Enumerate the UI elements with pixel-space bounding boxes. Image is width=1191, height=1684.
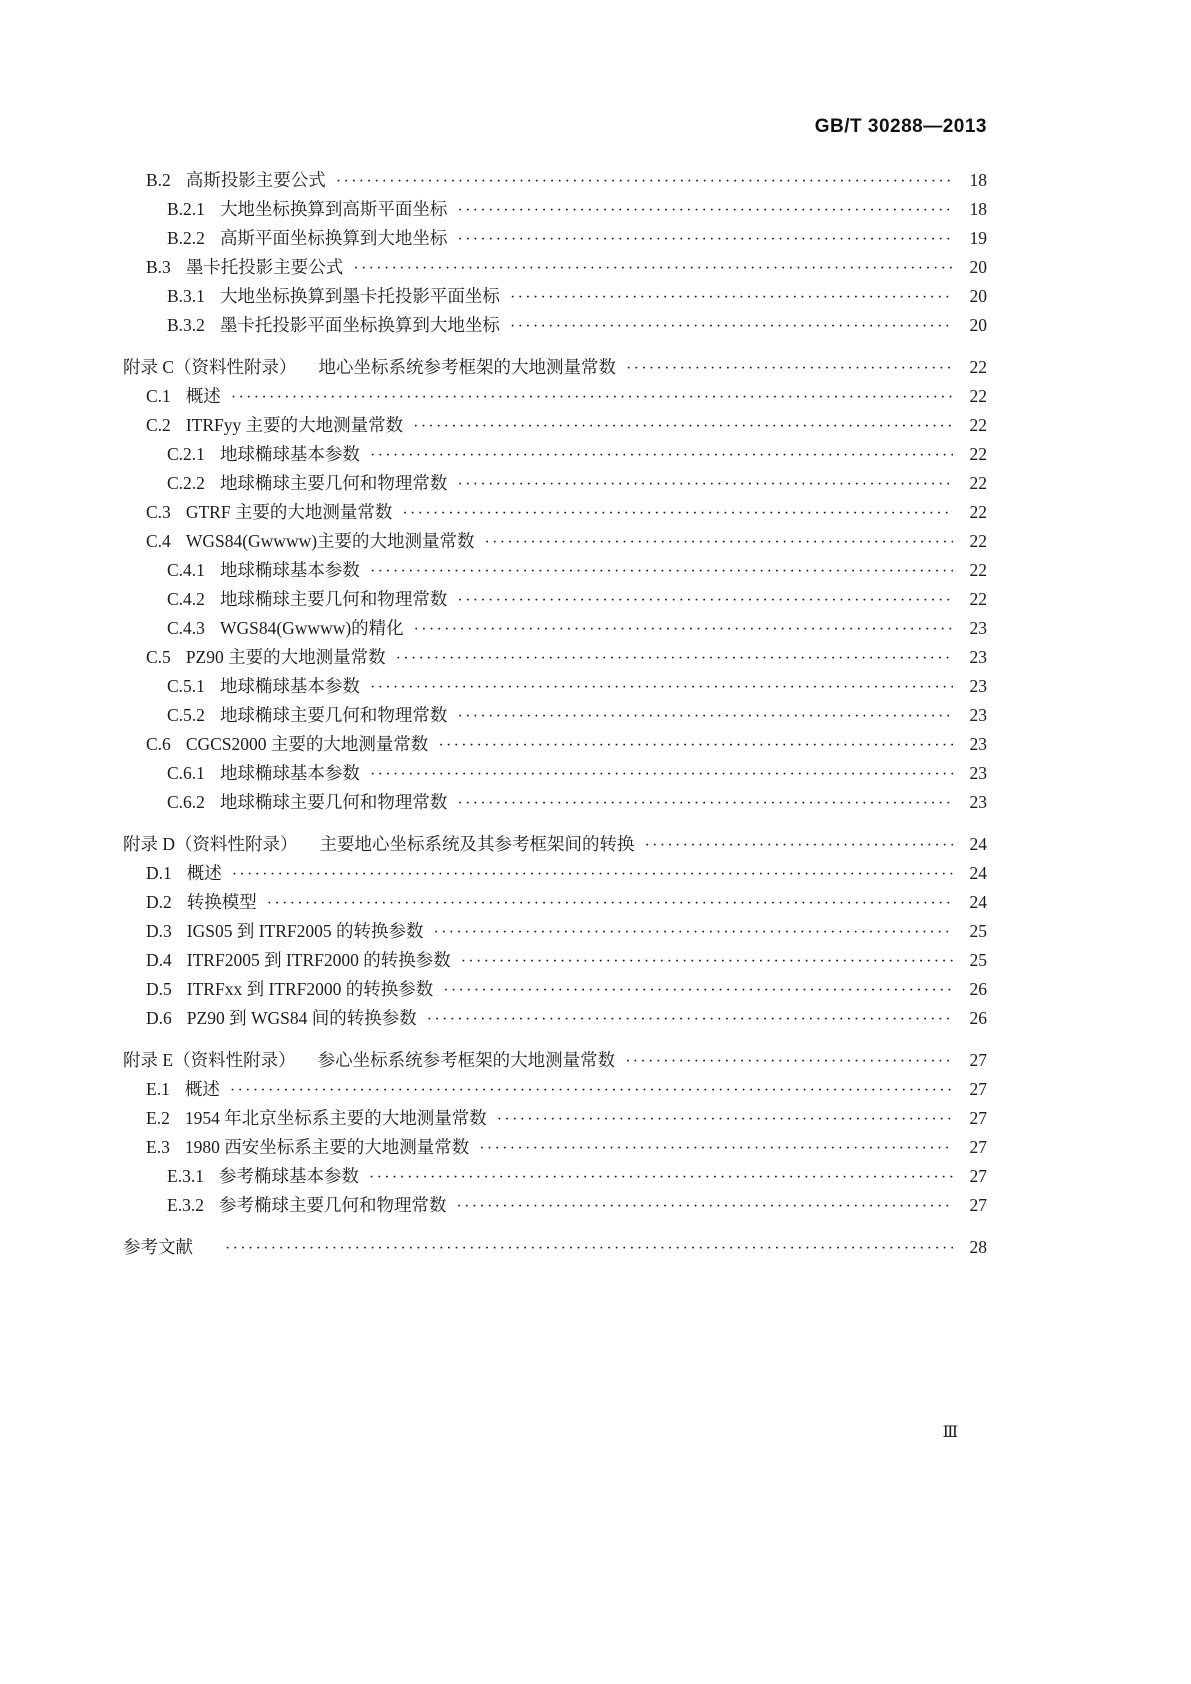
- toc-entry-title: 地球椭球基本参数: [219, 444, 360, 464]
- toc-dot-leader: [370, 759, 953, 789]
- toc-entry-title: 参考椭球基本参数: [218, 1166, 359, 1186]
- toc-entry-title: PZ90 主要的大地测量常数: [185, 647, 386, 667]
- toc-dot-leader: [230, 1075, 953, 1105]
- toc-entry: [123, 946, 987, 975]
- toc-entry-title: 墨卡托投影主要公式: [185, 257, 344, 277]
- standard-number: GB/T 30288—2013: [814, 116, 987, 137]
- toc-entry-number: E.3.1: [167, 1166, 204, 1186]
- toc-dot-leader: [369, 1162, 953, 1192]
- toc-entry-number: C.2.1: [167, 444, 205, 464]
- toc-entry: [123, 917, 987, 946]
- toc-dot-leader: [438, 730, 953, 760]
- toc-entry-page: 23: [969, 792, 987, 812]
- toc-entry-title: 地球椭球主要几何和物理常数: [219, 705, 448, 725]
- toc-entry-number: E.3.2: [167, 1195, 204, 1215]
- toc-entry-number: B.3.2: [167, 315, 205, 335]
- toc-entry-page: 18: [969, 199, 987, 219]
- toc-dot-leader: [427, 1004, 953, 1034]
- toc-entry: [123, 1004, 987, 1033]
- toc-entry-number: B.3: [146, 257, 171, 277]
- toc-entry-number: C.6: [146, 734, 171, 754]
- page-number: Ⅲ: [942, 1424, 958, 1441]
- toc-entry: [123, 643, 987, 672]
- toc-entry-number: D.1: [146, 863, 172, 883]
- toc-entry-number: D.4: [146, 950, 172, 970]
- toc-entry-page: 23: [969, 676, 987, 696]
- toc-entry: [123, 888, 987, 917]
- toc-entry-number: 附录 C（资料性附录）: [123, 357, 297, 377]
- toc-entry-number: B.2.2: [167, 228, 205, 248]
- toc-entry-number: C.6.2: [167, 792, 205, 812]
- toc-entry: [123, 353, 987, 382]
- toc-dot-leader: [414, 614, 953, 644]
- toc-entry-page: 22: [969, 444, 987, 464]
- toc-entry: [123, 830, 987, 859]
- toc-entry-page: 23: [969, 763, 987, 783]
- toc-entry-title: 转换模型: [186, 892, 257, 912]
- toc-entry-number: B.2.1: [167, 199, 205, 219]
- toc-dot-leader: [457, 224, 953, 254]
- toc-entry-title: 高斯投影主要公式: [185, 170, 326, 190]
- toc-entry-number: B.2: [146, 170, 171, 190]
- toc-entry-page: 22: [969, 473, 987, 493]
- toc-entry-page: 20: [969, 315, 987, 335]
- toc-entry: [123, 759, 987, 788]
- toc-entry-title: 概述: [185, 386, 221, 406]
- toc-entry-number: C.2.2: [167, 473, 205, 493]
- toc-dot-leader: [267, 888, 953, 918]
- toc-entry: [123, 469, 987, 498]
- toc-dot-leader: [457, 195, 953, 225]
- toc-entry: [123, 195, 987, 224]
- toc-dot-leader: [443, 975, 953, 1005]
- toc-entry-page: 27: [969, 1195, 987, 1215]
- toc-entry: [123, 253, 987, 282]
- toc-entry: [123, 440, 987, 469]
- toc-entry-page: 23: [969, 618, 987, 638]
- toc-entry: [123, 1133, 987, 1162]
- toc-dot-leader: [485, 527, 953, 557]
- toc-entry-page: 27: [969, 1050, 987, 1070]
- toc-entry-page: 22: [969, 560, 987, 580]
- toc-entry-page: 28: [969, 1237, 987, 1257]
- toc-entry-title: ITRFyy 主要的大地测量常数: [185, 415, 404, 435]
- toc-dot-leader: [370, 672, 953, 702]
- toc-dot-leader: [434, 917, 953, 947]
- toc-entry-number: 参考文献: [123, 1237, 193, 1257]
- toc-entry-number: C.5.2: [167, 705, 205, 725]
- toc-entry: [123, 730, 987, 759]
- toc-entry-page: 27: [969, 1137, 987, 1157]
- toc-list: [123, 166, 987, 1262]
- toc-entry-title: 地心坐标系统参考框架的大地测量常数: [318, 357, 617, 377]
- toc-entry: [123, 282, 987, 311]
- toc-entry-title: 地球椭球主要几何和物理常数: [219, 473, 448, 493]
- toc-entry-title: 地球椭球主要几何和物理常数: [219, 589, 448, 609]
- toc-entry-title: 主要地心坐标系统及其参考框架间的转换: [319, 834, 635, 854]
- toc-dot-leader: [456, 1191, 953, 1221]
- toc-dot-leader: [625, 1046, 953, 1076]
- toc-entry-page: 26: [969, 1008, 987, 1028]
- toc-dot-leader: [225, 1233, 953, 1263]
- toc-entry-number: C.5.1: [167, 676, 205, 696]
- toc-entry-number: C.5: [146, 647, 171, 667]
- toc-entry: [123, 788, 987, 817]
- toc-dot-leader: [457, 585, 953, 615]
- toc-entry: [123, 556, 987, 585]
- toc-entry: [123, 585, 987, 614]
- toc-entry: [123, 1233, 987, 1262]
- toc-entry-page: 20: [969, 257, 987, 277]
- toc-dot-leader: [479, 1133, 953, 1163]
- toc-entry-title: 参考椭球主要几何和物理常数: [218, 1195, 447, 1215]
- toc-entry-title: 概述: [184, 1079, 220, 1099]
- toc-entry-page: 22: [969, 502, 987, 522]
- toc-entry: [123, 701, 987, 730]
- toc-entry: [123, 527, 987, 556]
- toc-entry-number: 附录 E（资料性附录）: [123, 1050, 296, 1070]
- toc-entry-page: 26: [969, 979, 987, 999]
- toc-dot-leader: [353, 253, 953, 283]
- toc-entry-number: E.1: [146, 1079, 170, 1099]
- toc-entry-title: 概述: [186, 863, 222, 883]
- toc-dot-leader: [232, 859, 953, 889]
- toc-entry: [123, 411, 987, 440]
- toc-entry-title: 1954 年北京坐标系主要的大地测量常数: [184, 1108, 487, 1128]
- toc-entry: [123, 1075, 987, 1104]
- toc-dot-leader: [413, 411, 953, 441]
- toc-dot-leader: [645, 830, 953, 860]
- toc-entry-number: E.3: [146, 1137, 170, 1157]
- toc-entry-page: 20: [969, 286, 987, 306]
- toc-entry-number: C.2: [146, 415, 171, 435]
- toc-entry-title: PZ90 到 WGS84 间的转换参数: [186, 1008, 417, 1028]
- toc-entry-page: 19: [969, 228, 987, 248]
- toc-entry: [123, 614, 987, 643]
- toc-entry-title: 大地坐标换算到高斯平面坐标: [219, 199, 448, 219]
- toc-entry-title: 1980 西安坐标系主要的大地测量常数: [184, 1137, 470, 1157]
- toc-entry-page: 23: [969, 705, 987, 725]
- toc-dot-leader: [336, 166, 953, 196]
- toc-entry-number: C.4.3: [167, 618, 205, 638]
- toc-dot-leader: [370, 440, 953, 470]
- page-footer: [943, 1422, 958, 1442]
- toc-entry-number: D.2: [146, 892, 172, 912]
- toc-entry-title: WGS84(Gwwww)的精化: [219, 618, 404, 638]
- toc-entry-page: 25: [969, 921, 987, 941]
- toc-dot-leader: [461, 946, 953, 976]
- toc-entry-page: 24: [969, 863, 987, 883]
- toc-entry-title: 地球椭球基本参数: [219, 763, 360, 783]
- toc-entry: [123, 311, 987, 340]
- toc-entry-number: D.5: [146, 979, 172, 999]
- toc-entry-page: 22: [969, 357, 987, 377]
- toc-entry-page: 22: [969, 531, 987, 551]
- toc-entry: [123, 1046, 987, 1075]
- toc-entry: [123, 1104, 987, 1133]
- toc-dot-leader: [626, 353, 953, 383]
- toc-dot-leader: [370, 556, 953, 586]
- toc-entry: [123, 382, 987, 411]
- toc-entry: [123, 975, 987, 1004]
- toc-entry: [123, 672, 987, 701]
- toc-entry-page: 27: [969, 1108, 987, 1128]
- toc-dot-leader: [510, 311, 953, 341]
- toc-entry: [123, 1191, 987, 1220]
- toc-entry-title: GTRF 主要的大地测量常数: [185, 502, 393, 522]
- toc-entry-title: 地球椭球主要几何和物理常数: [219, 792, 448, 812]
- toc-entry-number: C.4.2: [167, 589, 205, 609]
- toc-entry-page: 18: [969, 170, 987, 190]
- toc-entry-page: 23: [969, 734, 987, 754]
- toc-entry-page: 27: [969, 1079, 987, 1099]
- toc-entry-title: 大地坐标换算到墨卡托投影平面坐标: [219, 286, 500, 306]
- toc-entry: [123, 1162, 987, 1191]
- toc-entry-title: ITRF2005 到 ITRF2000 的转换参数: [186, 950, 451, 970]
- toc-entry-page: 27: [969, 1166, 987, 1186]
- toc-entry-page: 23: [969, 647, 987, 667]
- toc-entry-number: D.6: [146, 1008, 172, 1028]
- toc-entry-number: C.4: [146, 531, 171, 551]
- toc-entry-title: WGS84(Gwwww)主要的大地测量常数: [185, 531, 475, 551]
- toc-entry-page: 22: [969, 386, 987, 406]
- toc-entry-number: C.4.1: [167, 560, 205, 580]
- toc-entry-title: CGCS2000 主要的大地测量常数: [185, 734, 429, 754]
- toc-entry: [123, 498, 987, 527]
- toc-dot-leader: [510, 282, 953, 312]
- toc-dot-leader: [231, 382, 953, 412]
- toc-entry-number: D.3: [146, 921, 172, 941]
- toc-entry-number: C.6.1: [167, 763, 205, 783]
- toc-dot-leader: [457, 788, 953, 818]
- toc-dot-leader: [457, 469, 953, 499]
- toc-entry-title: 墨卡托投影平面坐标换算到大地坐标: [219, 315, 500, 335]
- document-header: [123, 116, 987, 138]
- toc-entry-page: 22: [969, 589, 987, 609]
- toc-entry-number: B.3.1: [167, 286, 205, 306]
- toc-entry: [123, 166, 987, 195]
- toc-dot-leader: [396, 643, 953, 673]
- toc-entry-title: ITRFxx 到 ITRF2000 的转换参数: [186, 979, 434, 999]
- toc-entry-number: C.3: [146, 502, 171, 522]
- toc-entry-title: IGS05 到 ITRF2005 的转换参数: [186, 921, 424, 941]
- toc-entry-number: 附录 D（资料性附录）: [123, 834, 298, 854]
- toc-entry-page: 25: [969, 950, 987, 970]
- toc-entry: [123, 224, 987, 253]
- toc-entry-title: 地球椭球基本参数: [219, 560, 360, 580]
- toc-entry-page: 22: [969, 415, 987, 435]
- toc-entry: [123, 859, 987, 888]
- toc-entry-number: C.1: [146, 386, 171, 406]
- toc-entry-page: 24: [969, 834, 987, 854]
- toc-entry-number: E.2: [146, 1108, 170, 1128]
- toc-entry-title: 地球椭球基本参数: [219, 676, 360, 696]
- toc-entry-title: 参心坐标系统参考框架的大地测量常数: [317, 1050, 616, 1070]
- toc-dot-leader: [402, 498, 953, 528]
- toc-dot-leader: [497, 1104, 953, 1134]
- toc-dot-leader: [457, 701, 953, 731]
- toc-entry-title: 高斯平面坐标换算到大地坐标: [219, 228, 448, 248]
- toc-entry-page: 24: [969, 892, 987, 912]
